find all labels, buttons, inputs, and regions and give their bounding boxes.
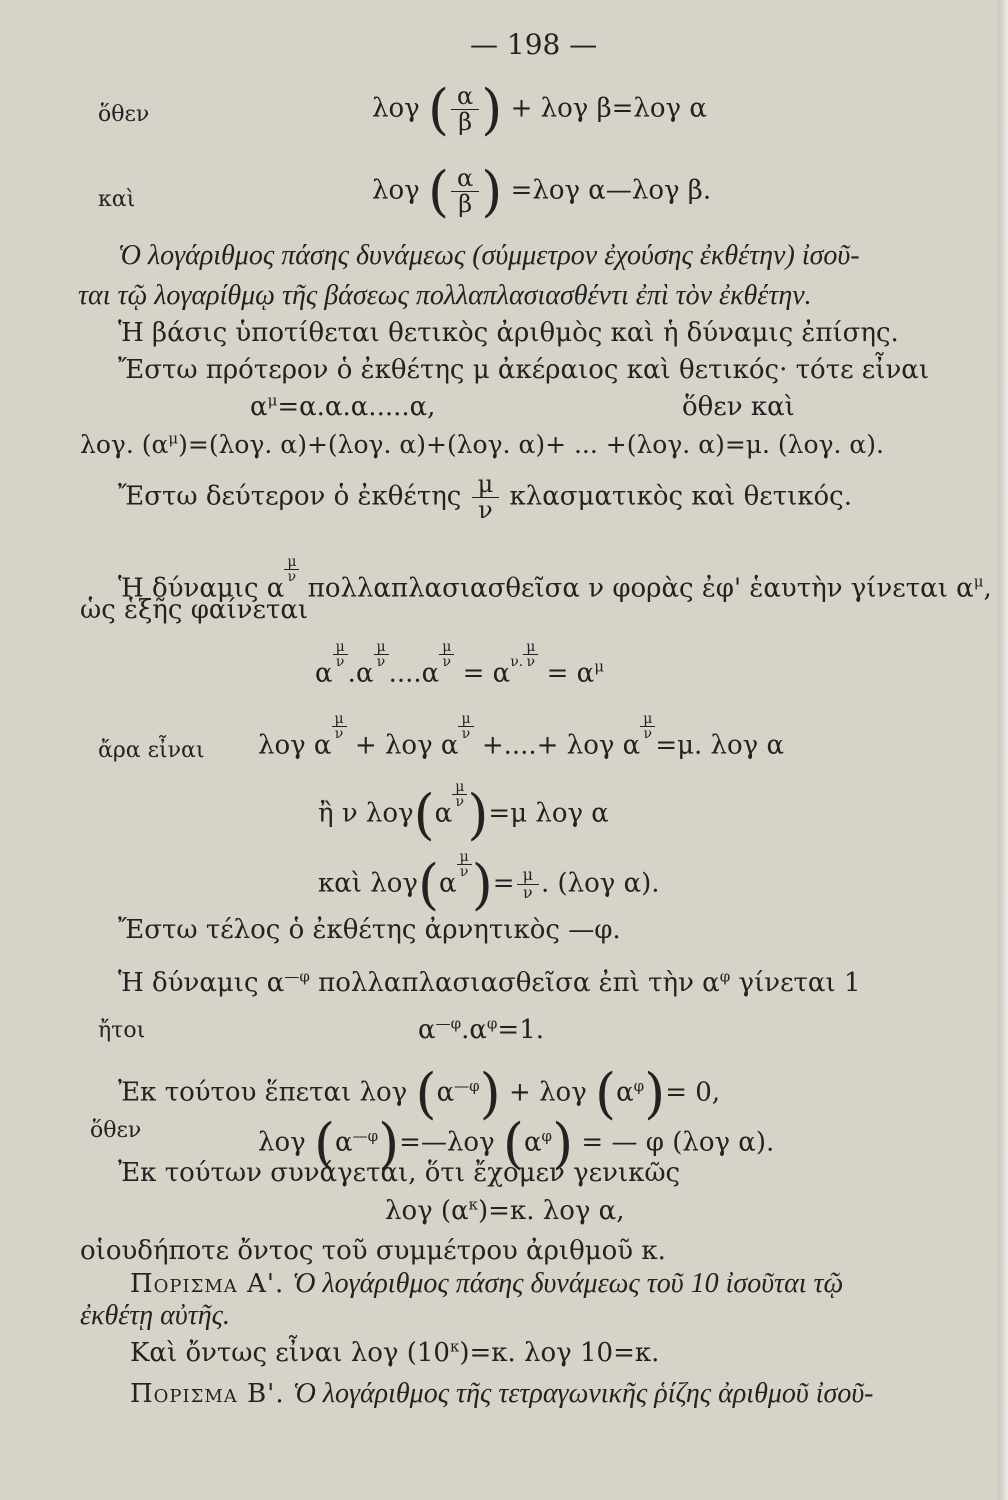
equation-10: Ἐκ τούτου ἕπεται λογ $(\alpha^{—\varphi}) + \lambda o\gamma$ $(\alpha^\varphi)= 0$,	[118, 1062, 721, 1125]
corollary-a: Πορισμα Α'. Ὁ λογάριθμος πάσης δυνάμεως τοῦ 10 ἰσοῦται τῷ	[130, 1268, 844, 1299]
page-number: — 198 —	[470, 28, 598, 61]
label-itoi: ἤτοι	[98, 1018, 146, 1043]
equation-11: λογ $(\alpha^{—\varphi})=—\lambda o\gamma$ $(\alpha^\varphi)$ = — φ (λογ α).	[258, 1112, 775, 1175]
paragraph-as-follows: ὡς ἑξῆς φαίνεται	[80, 595, 309, 625]
corollary-a-cont: ἐκθέτῃ αὐτῆς.	[80, 1300, 230, 1331]
equation-5: α $\frac{\mu}{\nu}$ .α $\frac{\mu}{\nu}$ ....α $\frac{\mu}{\nu}$ = α ν. $\frac{\mu}{\nu}$ = $\alpha^\mu$	[315, 639, 604, 689]
theorem-line-2: ται τῷ λογαρίθμῳ τῆς βάσεως πολλαπλασιασθέντι ἐπὶ τὸν ἐκθέτην.	[78, 280, 812, 311]
fraction: $\frac{\alpha}{\beta}$	[451, 166, 479, 217]
paragraph-second-case: Ἔστω δεύτερον ὁ ἐκθέτης $\frac{\mu}{\nu}$ κλασματικὸς καὶ θετικός.	[118, 470, 853, 525]
equation-8: καὶ λογ(α $\frac{\mu}{\nu}$ )= $\frac{\mu}{\nu}$ . (λογ α).	[318, 849, 660, 916]
paragraph-negative-power: Ἡ δύναμις $\alpha^{—\varphi}$ πολλαπλασιασθεῖσα ἐπὶ τὴν $\alpha^\varphi$ γίνεται 1	[118, 967, 861, 998]
theorem-line-1: Ὁ λογάριθμος πάσης δυνάμεως (σύμμετρον ἐχούσης ἐκθέτην) ἰσοῦ-	[118, 240, 860, 271]
corollary-b: Πορισμα Β'. Ὁ λογάριθμος τῆς τετραγωνικῆς ῥίζης ἀριθμοῦ ἰσοῦ-	[130, 1378, 874, 1409]
label-kai: καὶ	[98, 187, 136, 212]
paragraph-whatever: οἱουδήποτε ὄντος τοῦ συμμέτρου ἀριθμοῦ κ.	[80, 1236, 666, 1266]
label-othen: ὅθεν	[98, 102, 150, 127]
paragraph-power: Ἡ δύναμις α $\frac{\mu}{\nu}$ πολλαπλασιασθεῖσα ν φορὰς ἐφ' ἑαυτὴν γίνεται $\alpha^\mu$,	[118, 554, 992, 604]
label-ara: ἄρα εἶναι	[98, 738, 205, 763]
paragraph-general: Ἐκ τούτων συνάγεται, ὅτι ἔχομεν γενικῶς	[118, 1158, 681, 1188]
paragraph-indeed: Καὶ ὄντως εἶναι λογ $(10^\kappa)=\kappa$. λογ 10=κ.	[130, 1337, 660, 1368]
label-othen-2: ὅθεν	[90, 1118, 142, 1143]
equation-7: ἢ ν λογ(α $\frac{\mu}{\nu}$ )=μ λογ α	[318, 779, 609, 846]
paragraph-first-case: Ἔστω πρότερον ὁ ἐκθέτης μ ἀκέραιος καὶ θετικός· τότε εἶναι	[118, 355, 930, 385]
paragraph-negative: Ἔστω τέλος ὁ ἐκθέτης ἀρνητικὸς —φ.	[118, 915, 621, 945]
equation-9: $\alpha^{—\varphi}.\alpha^\varphi=1$.	[418, 1014, 545, 1045]
equation-12: λογ $(\alpha^\kappa)=\kappa$. λογ α,	[385, 1195, 625, 1226]
page-edge	[998, 0, 1008, 1500]
equation-3: $\alpha^\mu=\alpha.\alpha.\alpha.....\alpha$,	[250, 391, 436, 422]
equation-1: λογ ( $\frac{\alpha}{\beta}$ ) + λογ β=λογ α	[372, 78, 707, 141]
equation-2: λογ ( $\frac{\alpha}{\beta}$ ) =λογ α—λογ β.	[372, 160, 712, 223]
paragraph-basis: Ἡ βάσις ὑποτίθεται θετικὸς ἀριθμὸς καὶ ἡ δύναμις ἐπίσης.	[118, 318, 899, 348]
fraction: $\frac{\alpha}{\beta}$	[451, 84, 479, 135]
equation-6: λογ α $\frac{\mu}{\nu}$ + λογ α $\frac{\mu}{\nu}$ +....+ λογ α $\frac{\mu}{\nu}$ =μ. λογ α	[258, 711, 785, 761]
othen-kai: ὅθεν καὶ	[682, 392, 795, 422]
equation-4: λογ. $(\alpha^\mu)=(\lambda o\gamma$. α)+(λογ. α)+(λογ. α)+ ... +(λογ. α)=μ. (λογ. α).	[80, 429, 884, 459]
